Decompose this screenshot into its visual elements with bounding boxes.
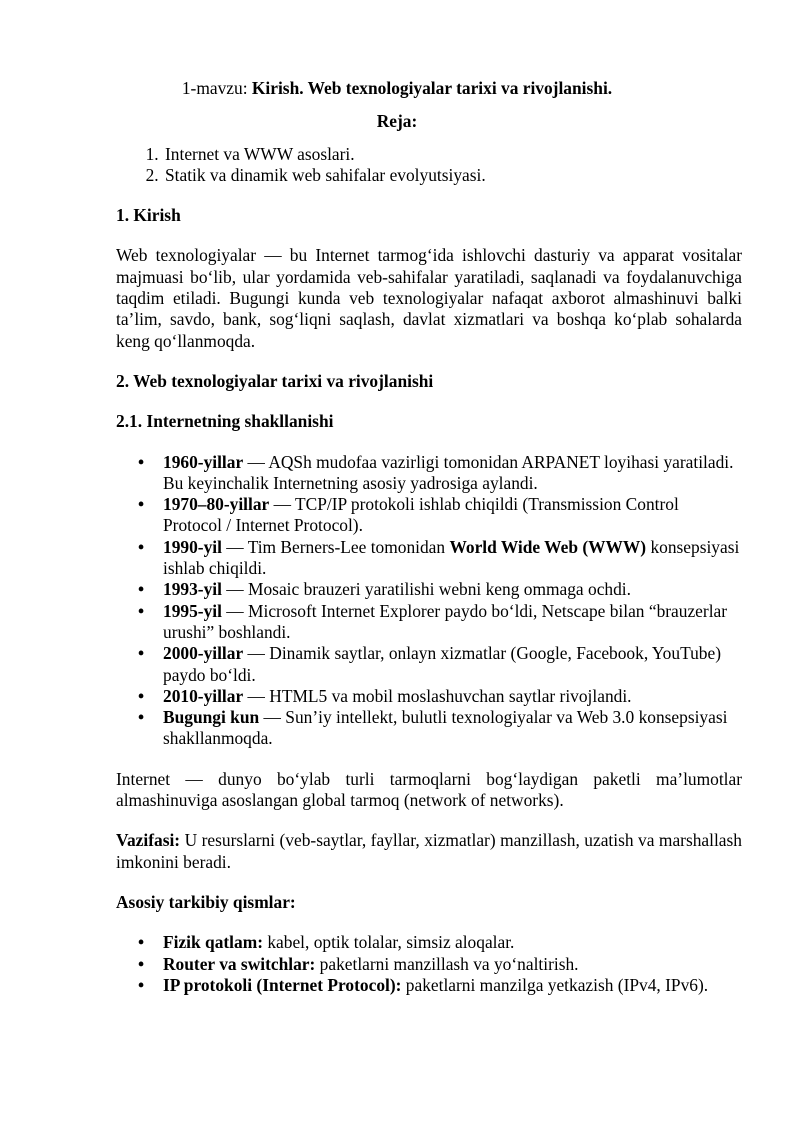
timeline-date: 1970–80-yillar [163, 494, 270, 515]
timeline-text: — Mosaic brauzeri yaratilishi webni keng ommaga ochdi. [221, 579, 631, 600]
component-item [163, 975, 742, 996]
task-text: U resurslarni (veb-saytlar, fayllar, xizmatlar) manzillash, uzatish va marshallash imkonini beradi. [116, 830, 742, 872]
title-prefix: 1-mavzu: [181, 78, 252, 98]
timeline-list [116, 452, 742, 750]
timeline-item [163, 452, 742, 495]
section2-subheading: 2.1. Internetning shakllanishi [116, 411, 334, 432]
timeline-item [163, 537, 742, 580]
section1-paragraph: Web texnologiyalar — bu Internet tarmog‘ida ishlovchi dasturiy va apparat vositalar majmuasi bo‘lib, ular yordamida veb-sahifalar yaratiladi, saqlanadi va foydalanuvchiga taqdim etiladi. Bugungi kunda veb texnologiyalar nafaqat axborot almashinuvi balki ta’lim, savdo, bank, sog‘liqni saqlash, davlat xizmatlari va boshqa ko‘plab sohalarda keng qo‘llanmoqda. [116, 245, 742, 351]
timeline-date: Bugungi kun [163, 707, 260, 728]
component-label: Fizik qatlam: [163, 932, 263, 953]
component-label: Router va switchlar: [163, 953, 316, 974]
timeline-text: — TCP/IP protokoli ishlab chiqildi (Transmission Control Protocol / Internet Protocol). [163, 494, 679, 536]
timeline-text: — HTML5 va mobil moslashuvchan saytlar rivojlandi. [243, 685, 632, 706]
components-list [116, 932, 742, 996]
timeline-date: 1993-yil [163, 579, 222, 600]
document-title [84, 78, 710, 99]
timeline-item [163, 579, 742, 600]
components-heading: Asosiy tarkibiy qismlar: [116, 891, 296, 912]
internet-definition: Internet — dunyo bo‘ylab turli tarmoqlarni bog‘laydigan paketli ma’lumotlar almashinuviga asoslangan global tarmoq (network of networks). [116, 768, 742, 811]
timeline-text: — Microsoft Internet Explorer paydo bo‘ldi, Netscape bilan “brauzerlar urushi” boshlandi. [163, 600, 728, 642]
title-bold: Kirish. Web texnologiyalar tarixi va rivojlanishi. [251, 78, 613, 98]
component-item [163, 954, 742, 975]
timeline-date: 2010-yillar [163, 685, 244, 706]
component-item [163, 932, 742, 953]
timeline-item [163, 494, 742, 537]
component-label: IP protokoli (Internet Protocol): [163, 974, 402, 995]
section1-heading: 1. Kirish [116, 205, 181, 226]
task-label: Vazifasi: [116, 830, 181, 851]
timeline-date: 1960-yillar [163, 451, 244, 472]
plan-list [116, 144, 742, 187]
timeline-text: — Tim Berners-Lee tomonidan [221, 536, 450, 557]
component-text: paketlarni manzilga yetkazish (IPv4, IPv6). [401, 974, 709, 995]
task-paragraph [116, 830, 742, 873]
timeline-term: World Wide Web (WWW) [449, 536, 647, 557]
plan-item: 1. Internet va WWW asoslari. [163, 144, 742, 165]
timeline-item [163, 707, 742, 750]
timeline-date: 2000-yillar [163, 643, 244, 664]
plan-heading: Reja: [376, 111, 418, 132]
timeline-text: — Dinamik saytlar, onlayn xizmatlar (Google, Facebook, YouTube) paydo bo‘ldi. [163, 643, 721, 685]
plan-item: 2. Statik va dinamik web sahifalar evolyutsiyasi. [163, 165, 742, 186]
component-text: paketlarni manzillash va yo‘naltirish. [315, 953, 579, 974]
timeline-text: — Sun’iy intellekt, bulutli texnologiyalar va Web 3.0 konsepsiyasi shakllanmoqda. [163, 707, 728, 749]
timeline-item [163, 643, 742, 686]
timeline-date: 1995-yil [163, 600, 222, 621]
section2-heading: 2. Web texnologiyalar tarixi va rivojlanishi [116, 370, 434, 391]
timeline-item [163, 601, 742, 644]
timeline-item [163, 686, 742, 707]
timeline-date: 1990-yil [163, 536, 222, 557]
component-text: kabel, optik tolalar, simsiz aloqalar. [263, 932, 515, 953]
timeline-text: konsepsiyasi ishlab chiqildi. [163, 536, 740, 579]
timeline-text: — AQSh mudofaa vazirligi tomonidan ARPANET loyihasi yaratiladi. Bu keyinchalik Internetning asosiy yadrosiga aylandi. [163, 451, 734, 493]
